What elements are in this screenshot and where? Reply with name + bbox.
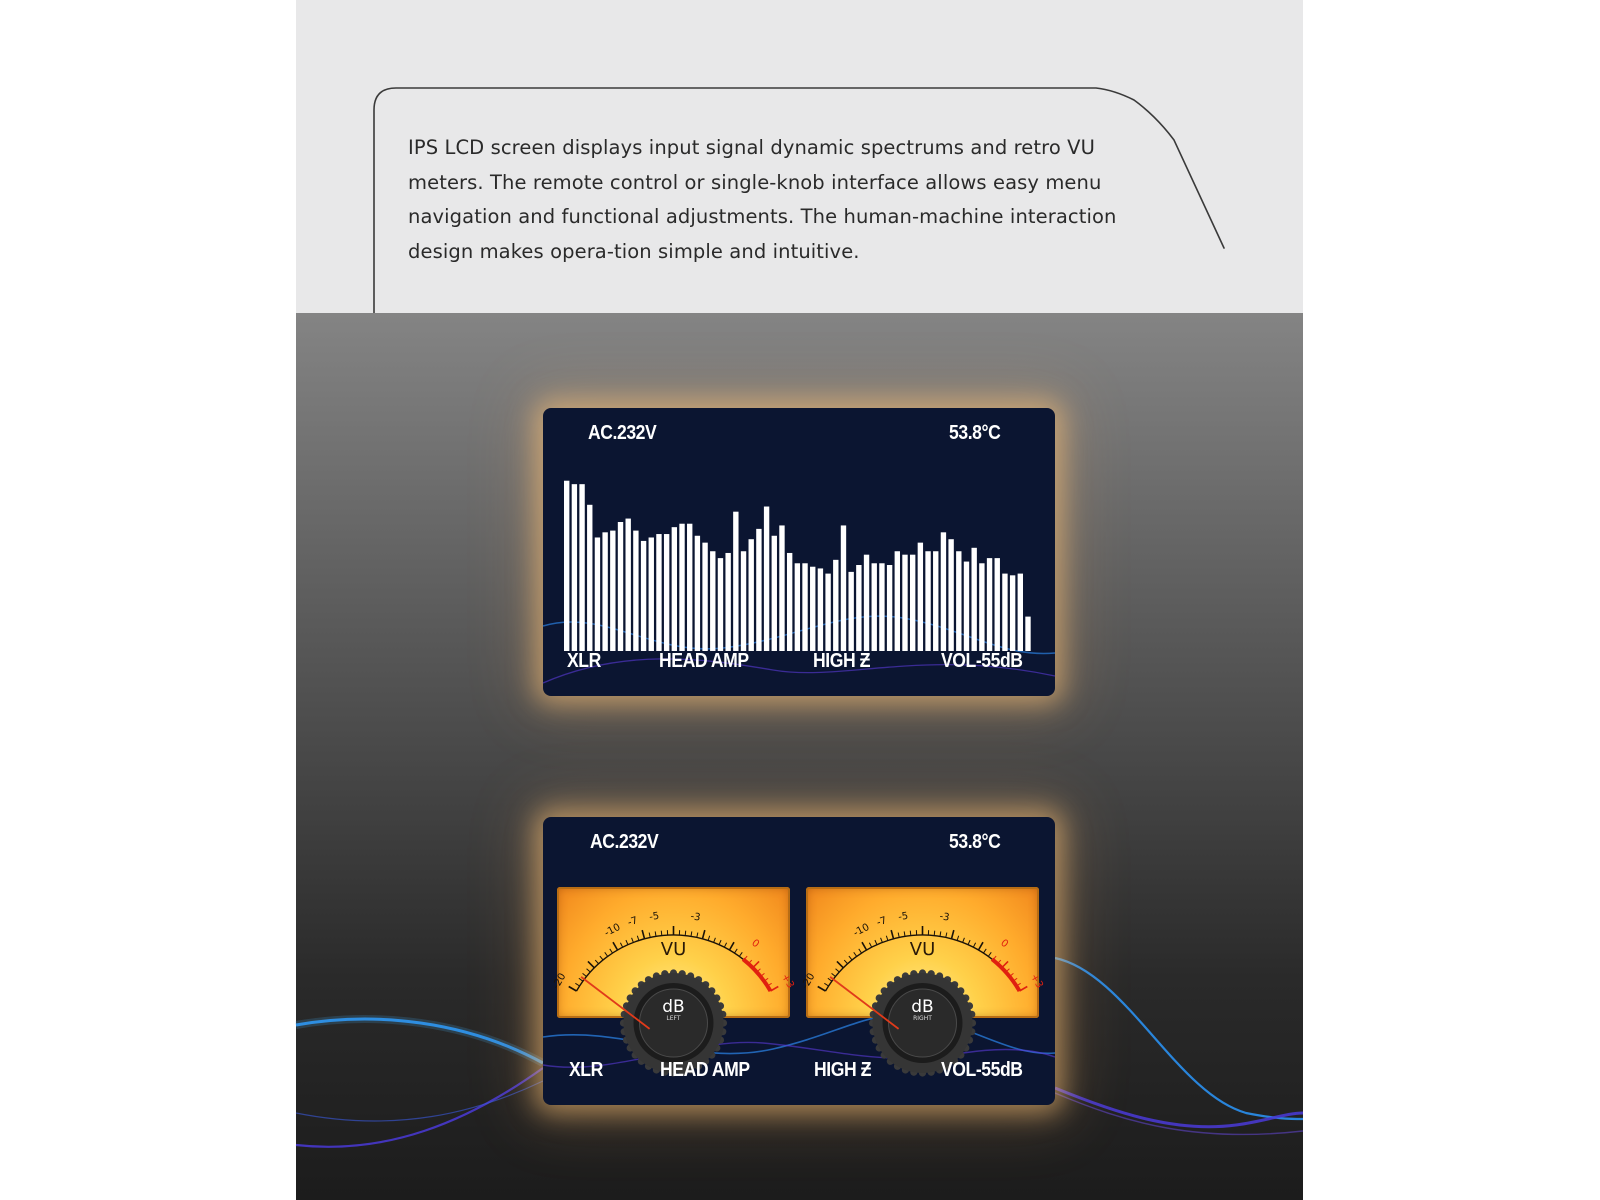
spectrum-bar [772, 536, 777, 651]
spectrum-bar [649, 537, 654, 651]
scale-tick [575, 983, 579, 986]
spectrum-bar [910, 555, 915, 651]
spectrum-bar [695, 536, 700, 651]
scale-tick [824, 983, 828, 986]
vu-meter-left [550, 887, 796, 1022]
spectrum-bar [787, 553, 792, 651]
spectrum-bar [864, 555, 869, 651]
spectrum-bar [872, 563, 877, 651]
intro-description: IPS LCD screen displays input signal dynamic spectrums and retro VU meters. The remote control or single-knob interface allows easy menu navigation and functional adjustments. The human-machine interaction design makes opera-tion simple and intuitive. [408, 136, 1117, 263]
spectrum-bar [1025, 617, 1030, 651]
scale-tick [940, 931, 941, 936]
vu-meter-right [799, 887, 1045, 1022]
scale-tick [649, 933, 650, 938]
scale-number: -7 [626, 915, 640, 929]
spectrum-bar [933, 551, 938, 651]
spectrum-bar [610, 531, 615, 651]
spectrum-bar [633, 531, 638, 651]
spectrum-bar [1010, 575, 1015, 651]
spectrum-bar [710, 551, 715, 651]
scale-number: -5 [648, 910, 661, 924]
voltage-readout: AC.232V [590, 831, 659, 853]
temperature-readout: 53.8°C [949, 422, 1001, 444]
spectrum-bar [702, 543, 707, 651]
scale-tick [1019, 987, 1027, 992]
spectrum-bars [564, 481, 1031, 651]
scale-tick [910, 931, 911, 936]
spectrum-bar [848, 572, 853, 651]
scale-tick [702, 930, 704, 939]
spectrum-bar [749, 539, 754, 651]
impedance-label: HIGH Ƶ [813, 650, 871, 672]
scale-number: 0 [749, 937, 762, 951]
spectrum-bar [741, 551, 746, 651]
spectrum-bar [572, 484, 577, 651]
spectrum-bar [810, 567, 815, 651]
scale-tick [832, 973, 836, 976]
scale-tick [946, 933, 947, 938]
spectrum-bar [833, 560, 838, 651]
spectrum-bar [948, 539, 953, 651]
spectrum-bar [979, 563, 984, 651]
mode-label: HEAD AMP [660, 1059, 750, 1081]
scale-tick [770, 987, 778, 992]
vu-title: VU [909, 939, 936, 960]
scale-tick [583, 973, 587, 976]
scale-tick [642, 930, 644, 939]
vu-title: VU [660, 939, 687, 960]
mode-label: HEAD AMP [659, 650, 749, 672]
spectrum-bar [733, 512, 738, 651]
scale-tick [898, 933, 899, 938]
spectrum-bar [995, 558, 1000, 651]
spectrum-bar [626, 519, 631, 651]
spectrum-bar [725, 553, 730, 651]
voltage-readout: AC.232V [588, 422, 657, 444]
vu-screen [543, 817, 1055, 1105]
spectrum-bar [964, 562, 969, 651]
scale-number: +3 [1027, 972, 1045, 991]
scale-tick [691, 931, 692, 936]
temperature-readout: 53.8°C [949, 831, 1001, 853]
scale-tick [588, 961, 594, 967]
input-label: XLR [569, 1059, 603, 1081]
scale-tick [697, 933, 698, 938]
scale-tick [685, 931, 686, 936]
spectrum-bar [941, 532, 946, 651]
scale-tick [818, 987, 826, 992]
spectrum-bar [679, 524, 684, 651]
spectrum-bar [587, 505, 592, 651]
spectrum-bar [902, 555, 907, 651]
scale-tick [661, 931, 662, 936]
scale-tick [951, 930, 953, 939]
spectrum-bar [987, 558, 992, 651]
scale-tick [836, 969, 840, 972]
volume-label: VOL-55dB [941, 1059, 1023, 1081]
spectrum-screen [543, 408, 1055, 696]
spectrum-bar [818, 568, 823, 651]
intro-section [296, 0, 1303, 313]
input-label: XLR [567, 650, 601, 672]
scale-number: -7 [875, 915, 889, 929]
scale-tick [587, 969, 591, 972]
spectrum-bar [1002, 574, 1007, 651]
spectrum-bar [971, 548, 976, 651]
spectrum-bar [672, 527, 677, 651]
scale-number: -20 [799, 971, 818, 992]
spectrum-bar [879, 563, 884, 651]
spectrum-bar [956, 551, 961, 651]
spectrum-bar [564, 481, 569, 651]
scale-tick [837, 961, 843, 967]
scale-number: +3 [778, 972, 796, 991]
spectrum-bar [856, 565, 861, 651]
display-showcase [296, 313, 1303, 1200]
scale-tick [655, 931, 656, 936]
scale-tick [753, 961, 759, 967]
scale-number: -10 [851, 921, 872, 940]
spectrum-bar [841, 525, 846, 651]
channel-label: LEFT [666, 1015, 681, 1022]
db-unit: dB [662, 997, 685, 1017]
spectrum-bar [925, 551, 930, 651]
product-page [296, 0, 1303, 1200]
db-unit: dB [911, 997, 934, 1017]
scale-tick [904, 931, 905, 936]
scale-number: -5 [897, 910, 910, 924]
spectrum-bar [664, 534, 669, 651]
spectrum-bar [756, 529, 761, 651]
impedance-label: HIGH Ƶ [814, 1059, 872, 1081]
spectrum-bar [641, 541, 646, 651]
scale-number: 0 [998, 937, 1011, 951]
spectrum-bar [595, 537, 600, 651]
spectrum-bar [718, 558, 723, 651]
spectrum-bar [579, 484, 584, 651]
spectrum-bar [887, 565, 892, 651]
spectrum-bar [618, 522, 623, 651]
spectrum-bar [802, 563, 807, 651]
scale-tick [569, 987, 577, 992]
spectrum-bar [602, 532, 607, 651]
scale-tick [595, 960, 598, 964]
spectrum-bar [764, 507, 769, 651]
channel-label: RIGHT [913, 1015, 932, 1022]
spectrum-bar [825, 574, 830, 651]
scale-number: -3 [689, 911, 702, 924]
volume-label: VOL-55dB [941, 650, 1023, 672]
scale-number: -20 [550, 971, 569, 992]
scale-tick [891, 930, 893, 939]
scale-number: -10 [602, 921, 623, 940]
spectrum-bar [656, 534, 661, 651]
spectrum-bar [795, 563, 800, 651]
scale-number: -3 [938, 911, 951, 924]
spectrum-bar [779, 525, 784, 651]
spectrum-bar [687, 524, 692, 651]
scale-tick [1002, 961, 1008, 967]
spectrum-bar [918, 543, 923, 651]
scale-tick [934, 931, 935, 936]
scale-tick [844, 960, 847, 964]
spectrum-bar [1018, 574, 1023, 651]
spectrum-bar [895, 551, 900, 651]
